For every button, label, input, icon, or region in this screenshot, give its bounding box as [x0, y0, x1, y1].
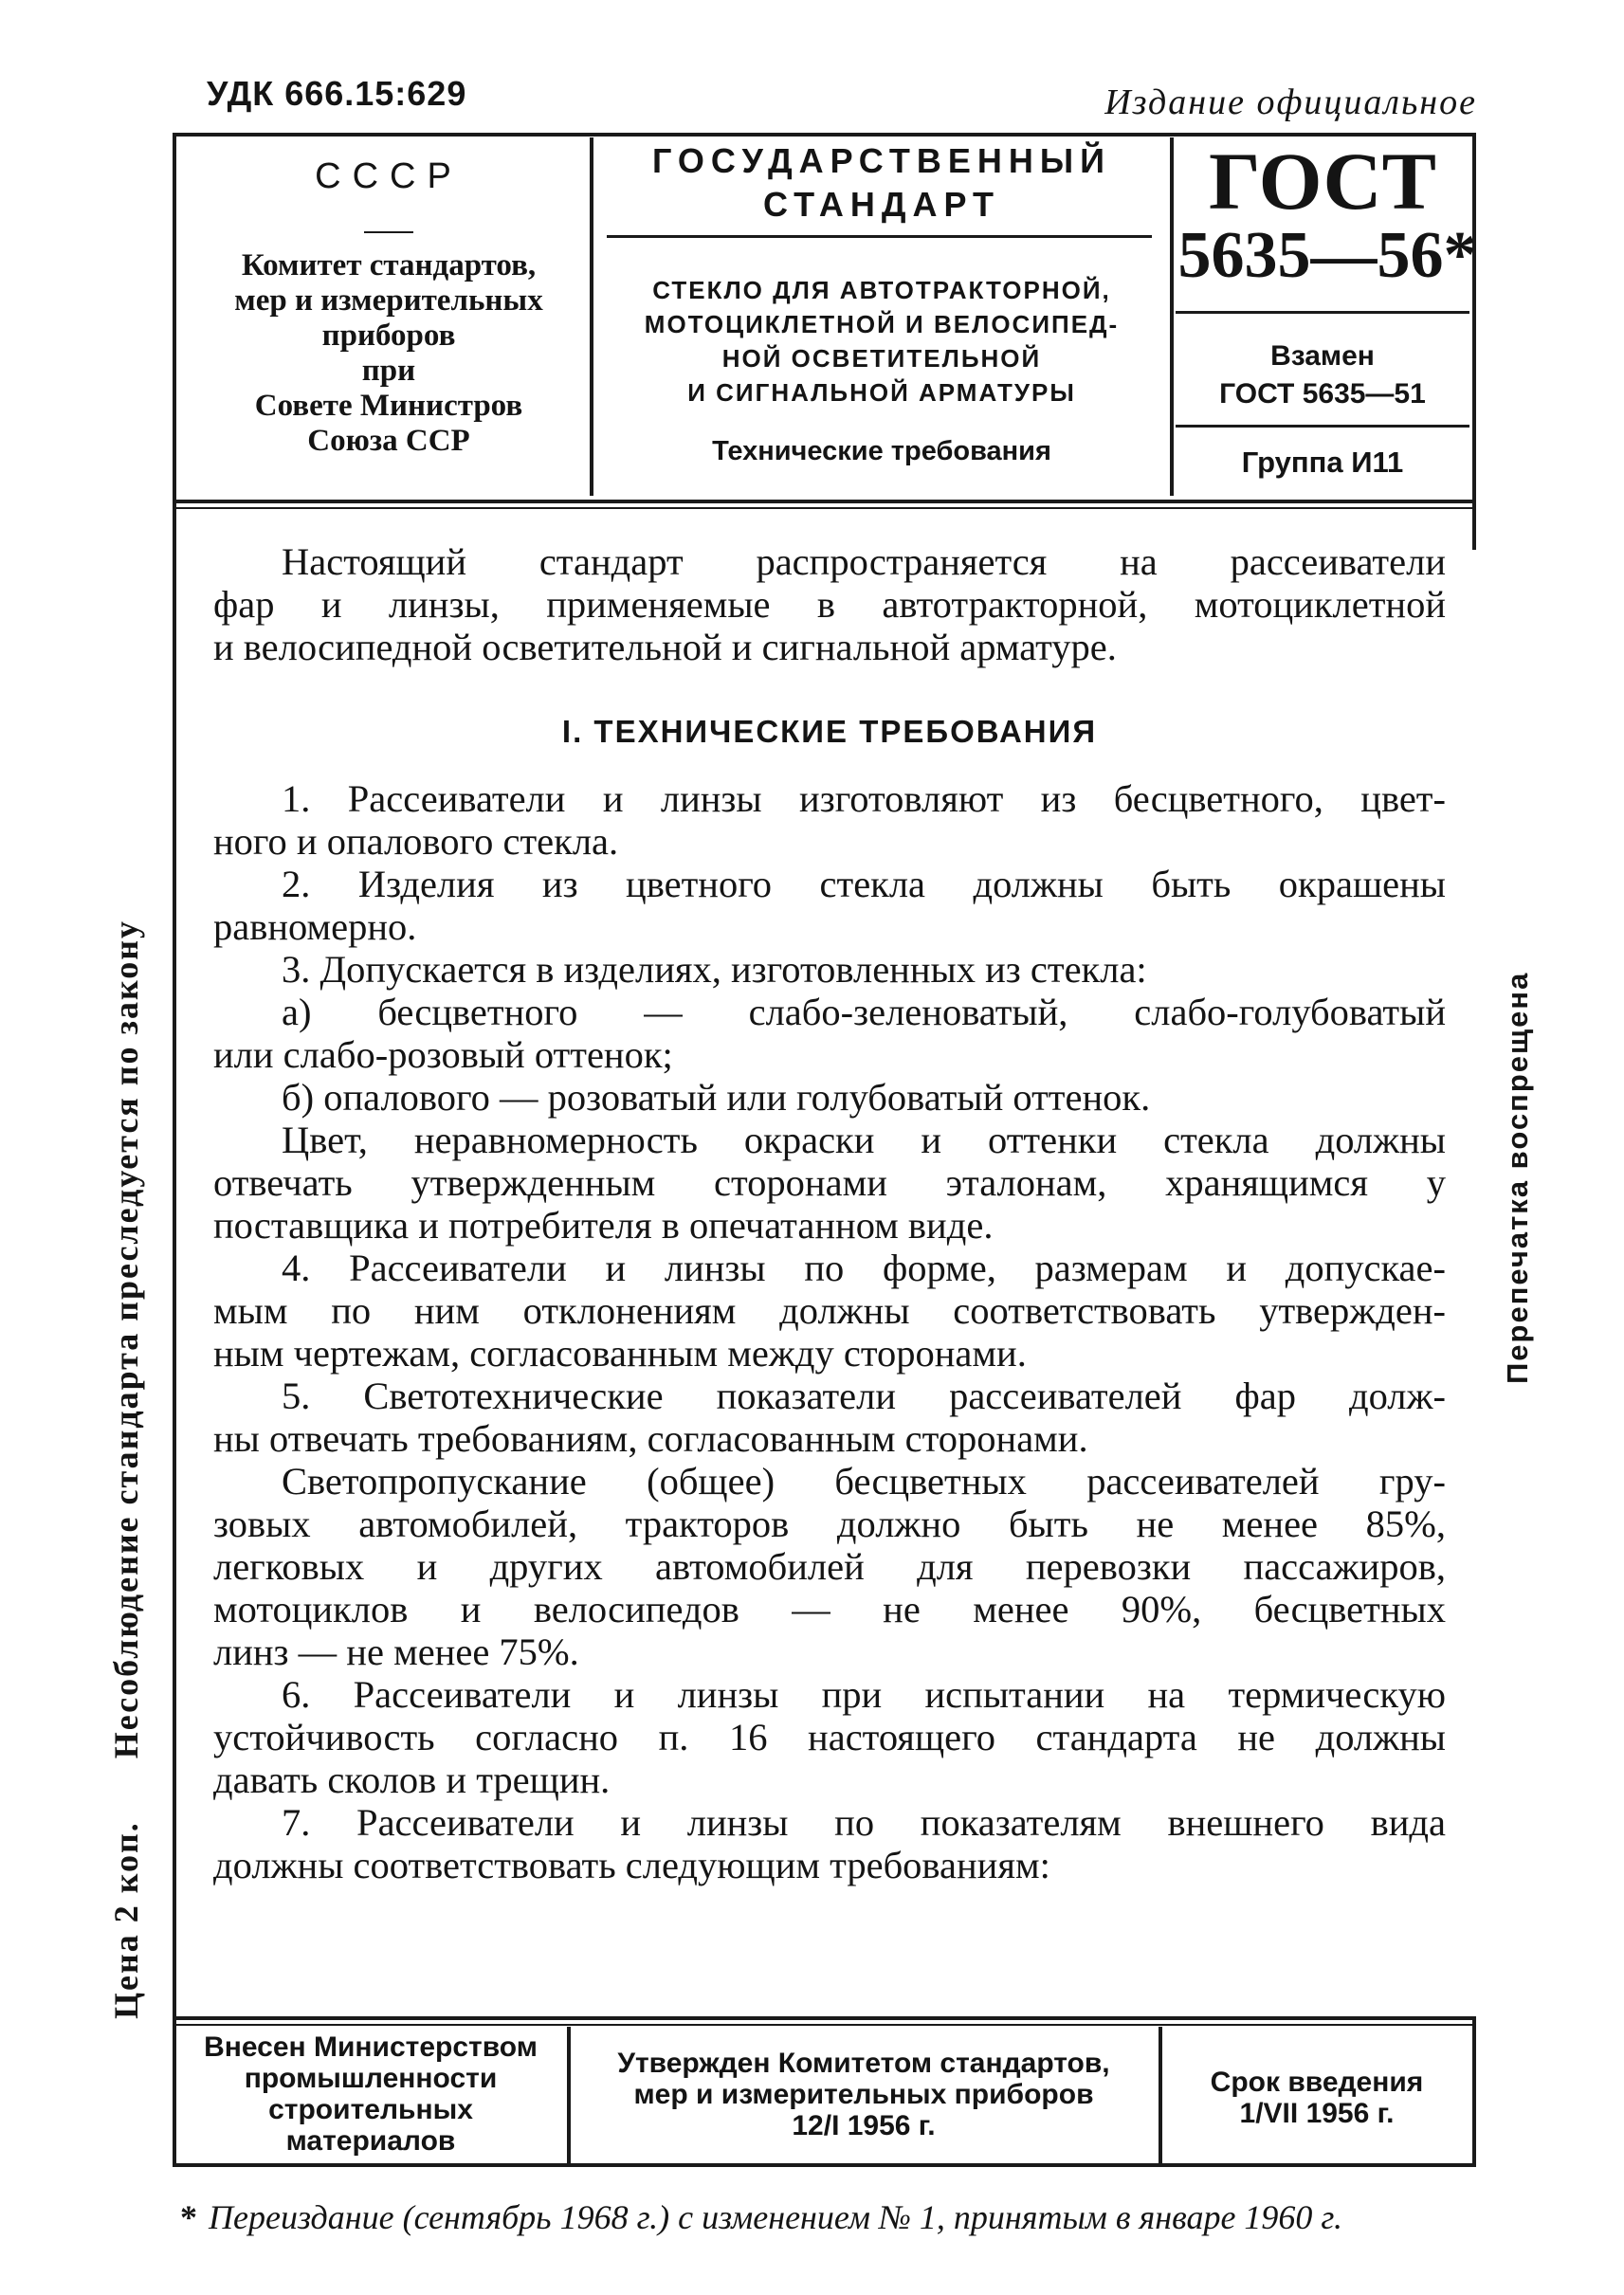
header-divider-2	[1170, 137, 1174, 496]
footnote-text: Переиздание (сентябрь 1968 г.) с изменением № 1, принятым в январе 1960 г.	[209, 2198, 1342, 2236]
intro-paragraph: Настоящий стандарт распространяется на рассеиватели фар и линзы, применяемые в автотракторной, мотоциклетной и велосипедной осветительной и сигнальной арматуре.	[213, 540, 1446, 668]
footer-right-border	[1472, 2016, 1476, 2166]
clause-5: 5. Светотехнические показатели рассеивателей фар долж- ны отвечать требованиям, согласованным сторонами.	[213, 1375, 1446, 1460]
footer-divider-2	[1159, 2027, 1162, 2163]
replaces-note: Взамен ГОСТ 5635—51	[1219, 340, 1426, 410]
header-bottom-rule-2	[173, 507, 1476, 509]
section-title: I. ТЕХНИЧЕСКИЕ ТРЕБОВАНИЯ	[561, 714, 1098, 749]
effective-date: Срок введения 1/VII 1956 г.	[1210, 2067, 1424, 2129]
footer-bottom-rule	[173, 2163, 1476, 2167]
standard-type: ГОСУДАРСТВЕННЫЙ СТАНДАРТ	[651, 141, 1111, 224]
country-title: СССР	[315, 156, 463, 196]
gost-label: ГОСТ	[1209, 136, 1436, 227]
introduced-by: Внесен Министерством промышленности строительных материалов	[204, 2031, 538, 2157]
reissue-footnote	[180, 2197, 1342, 2237]
clause-3b: б) опалового — розоватый или голубоватый оттенок.	[282, 1076, 1151, 1119]
country-dash	[364, 231, 413, 233]
clause-3: 3. Допускается в изделиях, изготовленных из стекла:	[282, 948, 1147, 991]
clause-3-note: Цвет, неравномерность окраски и оттенки стекла должны отвечать утвержденным сторонами эталонам, хранящимся у поставщика и потребителя в опечатанном виде.	[213, 1119, 1446, 1247]
group-rule	[1176, 425, 1469, 428]
approved-by: Утвержден Комитетом стандартов, мер и измерительных приборов 12/I 1956 г.	[617, 2048, 1110, 2141]
clause-6: 6. Рассеиватели и линзы при испытании на термическую устойчивость согласно п. 16 настоящего стандарта не должны давать сколов и трещин.	[213, 1673, 1446, 1801]
udk-code: УДК 666.15:629	[207, 74, 467, 113]
reprint-prohibited-note: Перепечатка воспрещена	[1501, 971, 1534, 1384]
header-divider-1	[590, 137, 593, 496]
classification-group: Группа И11	[1241, 446, 1404, 479]
clause-5-transmission: Светопропускание (общее) бесцветных рассеивателей гру- зовых автомобилей, тракторов должно быть не менее 85%, легковых и других автомобилей для перевозки пассажиров, мотоциклов и велосипедов — не менее 90%, бесцветных линз — не менее 75%.	[213, 1460, 1446, 1673]
clause-7: 7. Рассеиватели и линзы по показателям внешнего вида должны соответствовать следующим требованиям:	[213, 1801, 1446, 1886]
footer-top-rule	[173, 2016, 1476, 2020]
price-and-legal-note: Цена 2 коп. Несоблюдение стандарта преследуется по закону	[107, 919, 145, 2019]
clause-4: 4. Рассеиватели и линзы по форме, размерам и допускае- мым по ним отклонениям должны соответствовать утвержден- ным чертежам, согласованным между сторонами.	[213, 1247, 1446, 1375]
clause-3a: а) бесцветного — слабо-зеленоватый, слабо-голубоватый или слабо-розовый оттенок;	[213, 991, 1446, 1076]
footnote-mark: *	[180, 2198, 197, 2236]
clause-2: 2. Изделия из цветного стекла должны быть окрашены равномерно.	[213, 863, 1446, 948]
standard-subject: СТЕКЛО ДЛЯ АВТОТРАКТОРНОЙ, МОТОЦИКЛЕТНОЙ И ВЕЛОСИПЕД- НОЙ ОСВЕТИТЕЛЬНОЙ И СИГНАЛЬНОЙ АРМАТУРЫ	[644, 276, 1120, 407]
standard-type-rule	[607, 235, 1152, 238]
gost-number-rule	[1176, 311, 1469, 314]
document-body	[213, 540, 1446, 1886]
standard-subtitle: Технические требования	[712, 436, 1051, 466]
clause-1: 1. Рассеиватели и линзы изготовляют из бесцветного, цвет- ного и опалового стекла.	[213, 777, 1446, 863]
footer-top-rule-2	[173, 2024, 1476, 2026]
gost-number: 5635—56*	[1177, 219, 1477, 292]
edition-note: Издание официальное	[1104, 82, 1477, 122]
header-bottom-rule	[173, 500, 1476, 503]
committee-name: Комитет стандартов, мер и измерительных приборов при Совете Министров Союза ССР	[234, 248, 543, 458]
header-right-border	[1472, 133, 1476, 550]
